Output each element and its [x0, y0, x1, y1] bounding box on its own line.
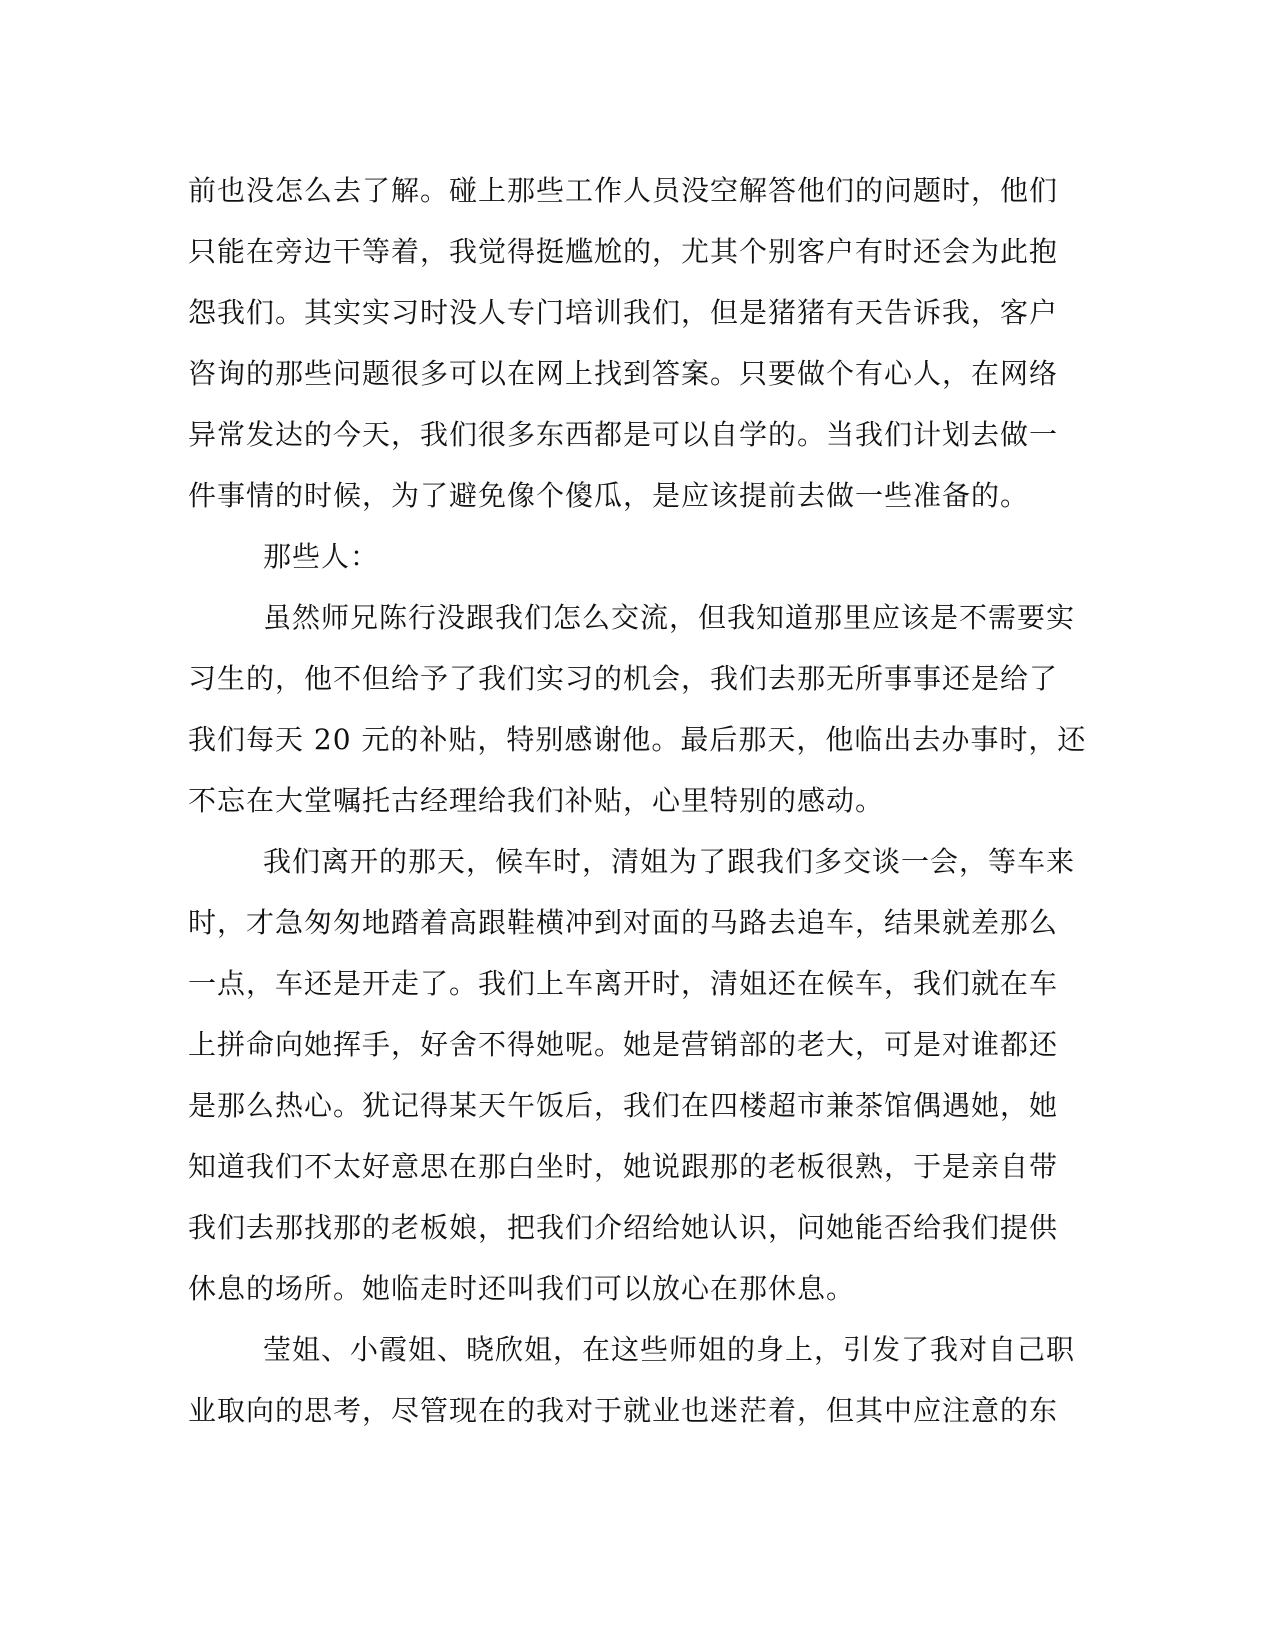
body-text — [188, 160, 1088, 1441]
text-line: 件事情的时候，为了避免像个傻瓜，是应该提前去做一些准备的。 — [188, 479, 1030, 512]
text-line: 我们去那找那的老板娘，把我们介绍给她认识，问她能否给我们提供 — [188, 1211, 1059, 1244]
text-line: 业取向的思考，尽管现在的我对于就业也迷茫着，但其中应注意的东 — [188, 1394, 1059, 1427]
text-line: 莹姐、小霞姐、晓欣姐，在这些师姐的身上，引发了我对自己职 — [263, 1333, 1076, 1366]
text-line: 怨我们。其实实习时没人专门培训我们，但是猪猪有天告诉我，客户 — [188, 296, 1059, 329]
text-line: 知道我们不太好意思在那白坐时，她说跟那的老板很熟，于是亲自带 — [188, 1150, 1059, 1183]
text-line: 一点，车还是开走了。我们上车离开时，清姐还在候车，我们就在车 — [188, 967, 1059, 1000]
paragraph-1 — [188, 160, 1088, 526]
text-line: 不忘在大堂嘱托古经理给我们补贴，心里特别的感动。 — [188, 784, 885, 817]
text-line: 咨询的那些问题很多可以在网上找到答案。只要做个有心人，在网络 — [188, 357, 1059, 390]
paragraph-4 — [188, 1319, 1088, 1441]
text-line: 时，才急匆匆地踏着高跟鞋横冲到对面的马路去追车，结果就差那么 — [188, 906, 1059, 939]
text-line: 异常发达的今天，我们很多东西都是可以自学的。当我们计划去做一 — [188, 418, 1059, 451]
text-line: 休息的场所。她临走时还叫我们可以放心在那休息。 — [188, 1272, 856, 1305]
section-heading: 那些人： — [263, 540, 380, 573]
text-line: 我们离开的那天，候车时，清姐为了跟我们多交谈一会，等车来 — [263, 845, 1076, 878]
paragraph-2 — [188, 587, 1088, 831]
text-line: 我们每天 20 元的补贴，特别感谢他。最后那天，他临出去办事时，还 — [188, 723, 1087, 756]
text-line: 前也没怎么去了解。碰上那些工作人员没空解答他们的问题时，他们 — [188, 174, 1059, 207]
text-line: 上拼命向她挥手，好舍不得她呢。她是营销部的老大，可是对谁都还 — [188, 1028, 1059, 1061]
paragraph-3 — [188, 831, 1088, 1319]
text-line: 只能在旁边干等着，我觉得挺尴尬的，尤其个别客户有时还会为此抱 — [188, 235, 1059, 268]
text-line: 虽然师兄陈行没跟我们怎么交流，但我知道那里应该是不需要实 — [263, 601, 1076, 634]
text-line: 习生的，他不但给予了我们实习的机会，我们去那无所事事还是给了 — [188, 662, 1059, 695]
text-line: 是那么热心。犹记得某天午饭后，我们在四楼超市兼茶馆偶遇她，她 — [188, 1089, 1059, 1122]
